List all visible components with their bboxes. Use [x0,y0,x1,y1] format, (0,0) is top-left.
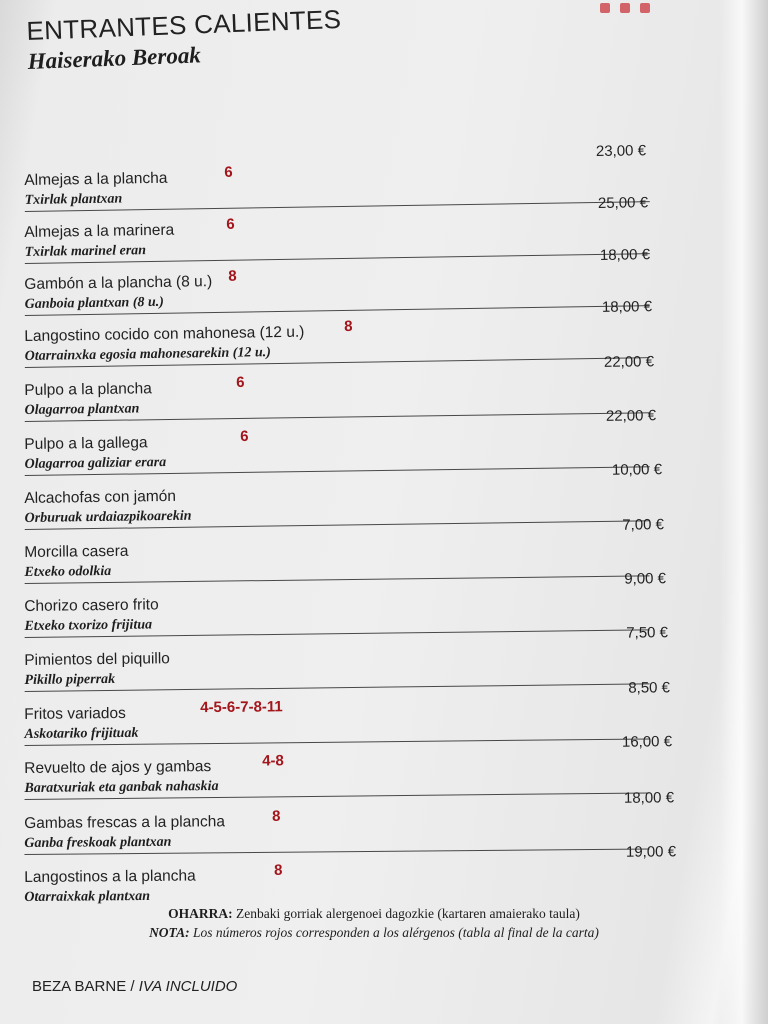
dish-price: 23,00 € [595,142,647,161]
allergen-numbers: 8 [344,317,353,335]
allergen-numbers: 4-8 [262,752,284,770]
dish-name-eu: Otarraixkak plantxan [24,888,151,905]
dish-price: 19,00 € [625,843,677,861]
allergen-numbers: 8 [228,267,237,285]
dish-name-es: Langostino cocido con mahonesa (12 u.) [24,323,305,345]
dish-price: 25,00 € [597,194,649,212]
dish-name-eu: Ganboia plantxan (8 u.) [24,294,165,312]
allergen-numbers: 8 [274,861,283,879]
vat-basque: BEZA BARNE / [32,978,135,995]
dish-name-eu: Txirlak marinel eran [24,243,147,260]
allergen-numbers: 6 [240,427,249,445]
section-title: ENTRANTES CALIENTES [26,3,342,46]
dish-name-eu: Olagarroa galiziar erara [24,455,167,472]
dish-name-eu: Txirlak plantxan [24,191,123,208]
note-spanish-text: Los números rojos corresponden a los alérgenos (tabla al final de la carta) [192,925,599,940]
dish-name-es: Alcachofas con jamón [24,487,177,507]
dish-name-es: Almejas a la marinera [24,221,175,241]
allergen-numbers: 6 [236,373,245,392]
allergen-numbers: 4-5-6-7-8-11 [200,698,283,717]
dish-name-eu: Ganba freskoak plantxan [24,834,172,851]
allergen-note [94,906,654,941]
allergen-numbers: 6 [226,215,235,233]
dish-name-eu: Etxeko odolkia [24,563,112,580]
dish-name-eu: Etxeko txorizo frijitua [24,617,153,634]
dish-name-eu: Olagarroa plantxan [24,401,140,418]
dish-name-eu: Orburuak urdaiazpikoarekin [24,508,192,526]
dish-price: 18,00 € [601,298,653,316]
dish-name-es: Fritos variados [24,704,126,723]
note-basque-label: OHARRA: [168,906,233,921]
dish-price: 7,50 € [626,624,669,642]
dish-name-eu: Pikillo piperrak [24,671,116,688]
dish-name-es: Pimientos del piquillo [24,650,170,669]
dish-name-es: Chorizo casero frito [24,596,159,615]
dish-price: 10,00 € [611,461,663,479]
dish-name-es: Morcilla casera [24,542,129,561]
section-subtitle: Haiserako Beroak [27,42,202,74]
vat-spanish: IVA INCLUIDO [138,978,238,995]
menu-item [24,843,677,907]
note-basque-text: Zenbaki gorriak alergenoei dagozkie (kartaren amaierako taula) [236,906,580,921]
dish-name-es: Langostinos a la plancha [24,867,196,886]
dish-price: 8,50 € [628,679,671,697]
dish-name-eu: Otarrainxka egosia mahonesarekin (12 u.) [24,345,271,364]
vat-footer [32,978,237,995]
dish-name-es: Gambas frescas a la plancha [24,813,226,832]
dish-price: 18,00 € [599,246,651,264]
dish-price: 7,00 € [622,516,665,534]
dish-price: 18,00 € [623,789,675,807]
dish-name-es: Revuelto de ajos y gambas [24,758,212,777]
dish-name-eu: Baratxuriak eta ganbak nahaskia [24,778,219,796]
dish-name-es: Gambón a la plancha (8 u.) [24,273,213,293]
note-spanish [94,925,654,941]
dish-price: 16,00 € [621,733,673,751]
dish-name-es: Pulpo a la gallega [24,434,148,453]
dish-price: 22,00 € [603,353,655,371]
dish-price: 22,00 € [605,407,657,425]
note-spanish-label: NOTA: [149,925,190,940]
dish-name-es: Almejas a la plancha [24,169,168,189]
dish-name-es: Pulpo a la plancha [24,380,152,399]
note-basque [94,906,654,922]
allergen-numbers: 6 [224,163,233,181]
allergen-numbers: 8 [272,807,281,825]
dish-price: 9,00 € [624,570,667,588]
dish-name-eu: Askotariko frijituak [24,725,139,742]
